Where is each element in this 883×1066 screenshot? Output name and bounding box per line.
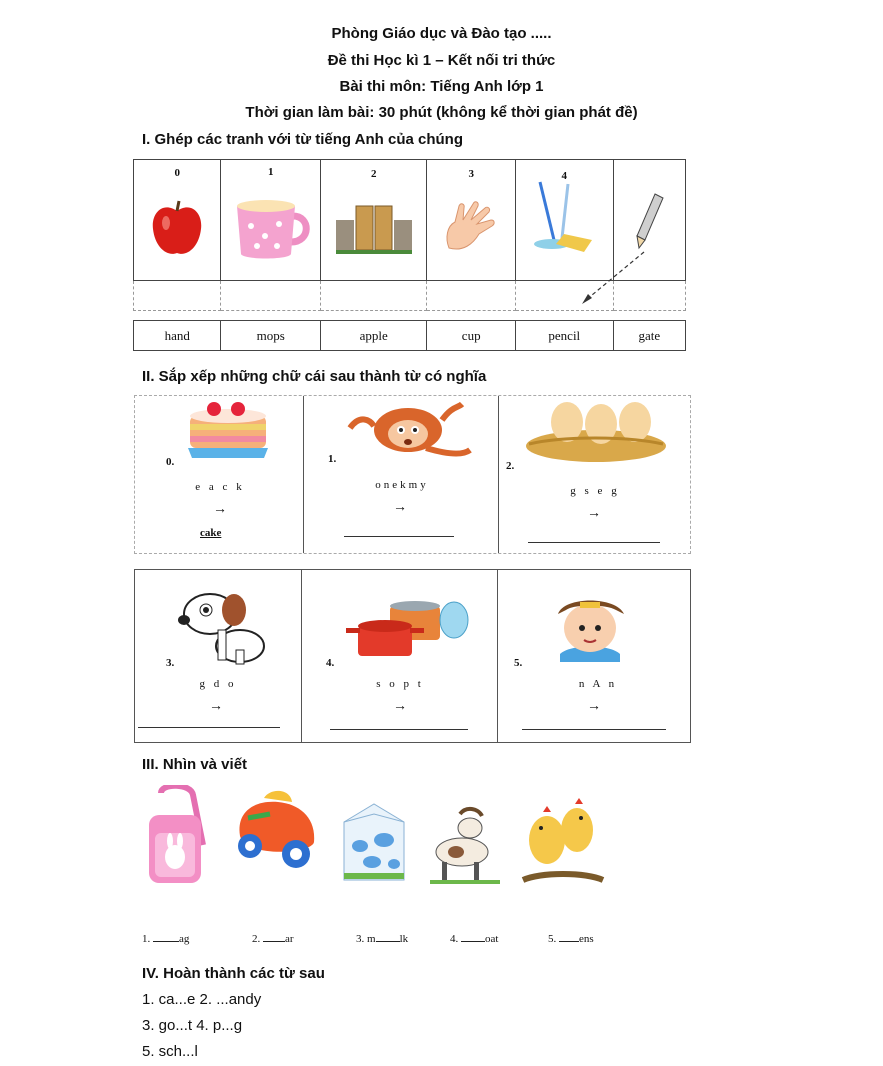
- cup-icon: [231, 196, 311, 262]
- bag-icon: [143, 785, 213, 887]
- blank[interactable]: [559, 941, 579, 942]
- answer-line[interactable]: [528, 542, 660, 543]
- answer-line[interactable]: [138, 727, 280, 728]
- item-prefix: 2.: [252, 933, 263, 945]
- item-suffix: ens: [579, 933, 594, 945]
- answer-line[interactable]: [522, 729, 666, 730]
- arrow-icon: →: [393, 498, 407, 514]
- look-write-item-3: [356, 933, 408, 945]
- item-suffix: oat: [485, 933, 499, 945]
- hens-icon: [521, 796, 605, 888]
- word-cell: cup: [427, 321, 515, 351]
- word-cell: apple: [321, 321, 427, 351]
- milk-icon: [334, 800, 414, 884]
- item-number: 1.: [328, 453, 337, 465]
- scrambled-letters: g s e g: [570, 485, 620, 497]
- look-write-item-2: [252, 933, 294, 945]
- item-suffix: ag: [179, 933, 190, 945]
- scrambled-letters: onekmy: [375, 479, 429, 491]
- look-write-item-5: [548, 933, 594, 945]
- boy-icon: [540, 594, 640, 662]
- item-number: 3.: [166, 657, 175, 669]
- answer-text: cake: [200, 527, 222, 539]
- scrambled-letters: s o p t: [376, 678, 424, 690]
- dashed-arrow: [580, 248, 650, 308]
- complete-line-3: 5. sch...l: [142, 1043, 198, 1060]
- answer-line[interactable]: [344, 536, 454, 537]
- item-number: 2.: [506, 460, 515, 472]
- pots-icon: [344, 600, 474, 662]
- section2-title: II. Sắp xếp những chữ cái sau thành từ có nghĩa: [142, 368, 487, 385]
- item-suffix: ar: [285, 933, 294, 945]
- item-prefix: 5.: [548, 933, 559, 945]
- car-icon: [230, 788, 324, 878]
- item-number: 5.: [514, 657, 523, 669]
- scrambled-letters: g d o: [199, 678, 237, 690]
- section1-title: I. Ghép các tranh với từ tiếng Anh của chúng: [142, 131, 464, 148]
- picture-number: 0: [174, 167, 180, 179]
- answer-cell[interactable]: [427, 281, 515, 311]
- word-cell: gate: [613, 321, 685, 351]
- arrow-icon: →: [587, 697, 601, 713]
- blank[interactable]: [263, 941, 285, 942]
- word-cell: hand: [134, 321, 221, 351]
- picture-number: 4: [561, 170, 568, 182]
- dog-icon: [176, 588, 268, 668]
- arrow-icon: →: [213, 500, 227, 516]
- picture-cell-2: [321, 160, 427, 281]
- item-prefix: 4.: [450, 933, 461, 945]
- picture-number: 2: [370, 168, 377, 180]
- picture-cell-1: [221, 160, 321, 281]
- look-write-item-1: [142, 933, 189, 945]
- answer-line[interactable]: [330, 729, 468, 730]
- cake-icon: [186, 400, 270, 462]
- blank[interactable]: [376, 941, 400, 942]
- section3-title: III. Nhìn và viết: [142, 756, 248, 773]
- word-cell: mops: [221, 321, 321, 351]
- complete-line-2: 3. go...t 4. p...g: [142, 1017, 243, 1034]
- hand-icon: [439, 198, 503, 258]
- scrambled-letters: n A n: [578, 678, 618, 690]
- item-suffix: lk: [399, 933, 409, 945]
- pencil-icon: [629, 190, 669, 250]
- arrow-icon: →: [209, 697, 223, 713]
- item-number: 4.: [326, 657, 335, 669]
- answer-cell[interactable]: [321, 281, 427, 311]
- answer-cell[interactable]: [134, 281, 221, 311]
- arrow-icon: →: [587, 504, 601, 520]
- gate-icon: [334, 198, 414, 258]
- picture-cell-3: [427, 160, 515, 281]
- blank[interactable]: [461, 941, 485, 942]
- goat-icon: [426, 806, 504, 886]
- time-note: Thời gian làm bài: 30 phút (không kể thời gian phát đề): [245, 104, 638, 121]
- picture-cell-0: [134, 160, 221, 281]
- complete-line-1: 1. ca...e 2. ...andy: [142, 991, 262, 1008]
- arrow-icon: →: [393, 697, 407, 713]
- exam-title: Đề thi Học kì 1 – Kết nối tri thức: [327, 52, 556, 69]
- picture-number: 3: [468, 168, 474, 180]
- eggs-icon: [523, 400, 669, 464]
- section4-title: IV. Hoàn thành các từ sau: [142, 965, 325, 982]
- item-number: 0.: [166, 456, 175, 468]
- item-prefix: 3. m: [356, 933, 376, 945]
- monkey-icon: [346, 400, 474, 462]
- picture-number: 1: [267, 166, 274, 178]
- scrambled-letters: e a c k: [195, 481, 245, 493]
- subject-title: Bài thi môn: Tiếng Anh lớp 1: [339, 78, 544, 95]
- answer-cell[interactable]: [221, 281, 321, 311]
- word-cell: pencil: [515, 321, 613, 351]
- apple-icon: [147, 197, 207, 259]
- blank[interactable]: [153, 941, 179, 942]
- look-write-item-4: [450, 933, 498, 945]
- school-title: Phòng Giáo dục và Đào tạo .....: [331, 25, 552, 42]
- item-prefix: 1.: [142, 933, 153, 945]
